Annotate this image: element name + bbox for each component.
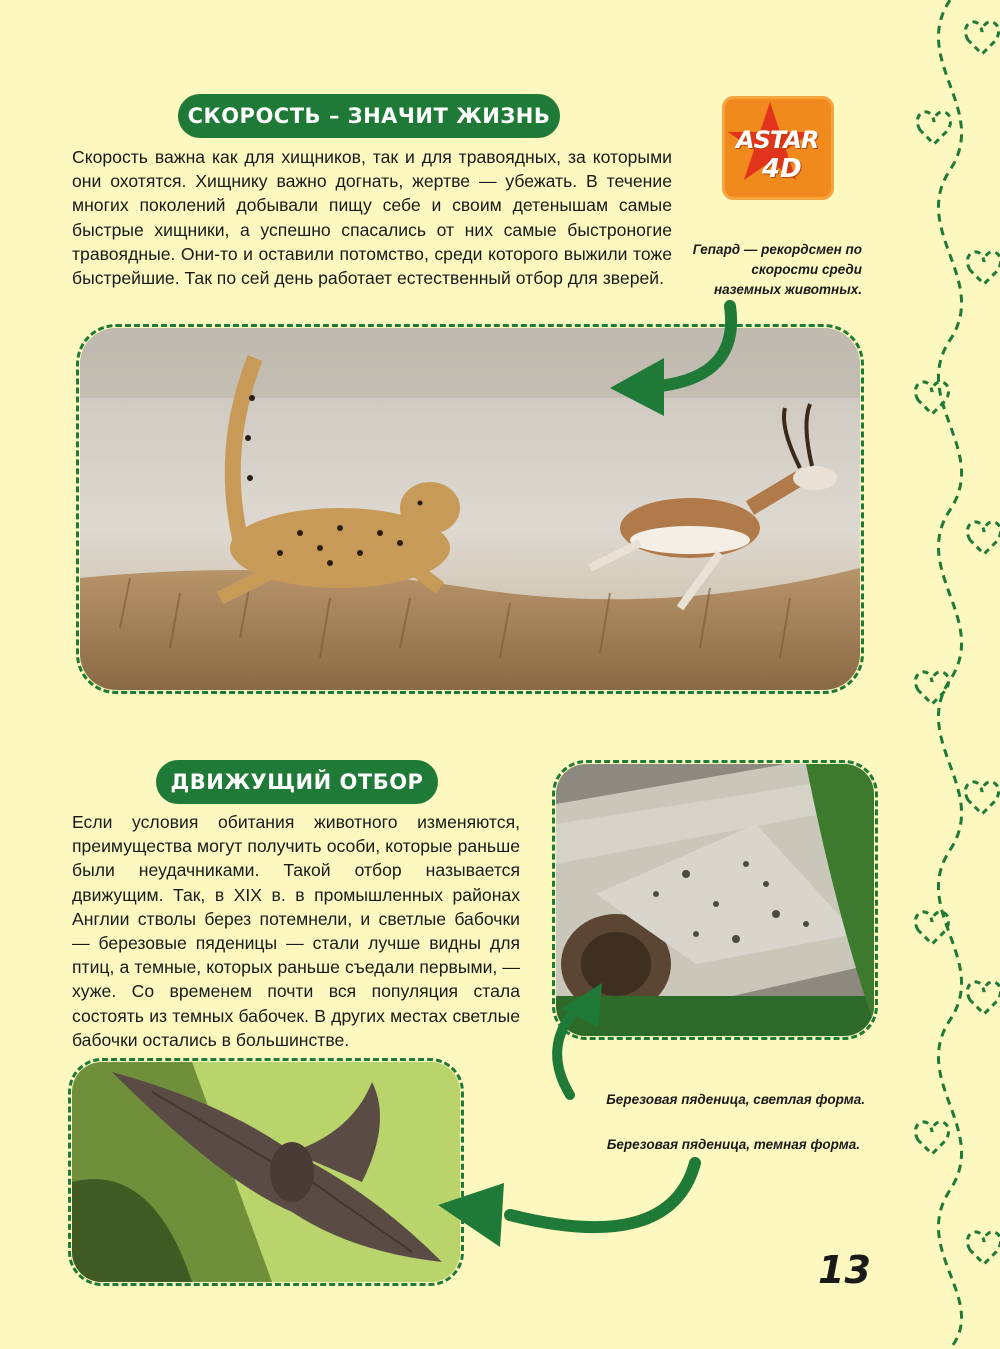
logo-text-astar: ASTAR xyxy=(736,126,819,154)
section-heading-directional xyxy=(156,760,438,804)
speed-paragraph: Скорость важна как для хищников, так и для травоядных, за которыми они охотятся. Хищнику важно догнать, жертве — убежать. В течение многих поколений добывали пищу себе и своим детенышам самые быстрые хищники, а успешно спасались от них самые быстроногие травоядные. Они-то и оставили потомство, среди которого выжили тоже быстрейшие. Так по сей день работает естественный отбор для зверей. xyxy=(72,147,672,289)
curved-arrow-icon xyxy=(430,1155,710,1265)
curved-arrow-icon xyxy=(600,296,750,436)
page-number: 13 xyxy=(818,1248,871,1292)
astar-4d-logo xyxy=(722,96,834,200)
section-heading-directional-text: ДВИЖУЩИЙ ОТБОР xyxy=(170,770,424,794)
dark-moth-photo xyxy=(72,1062,460,1282)
curved-arrow-icon xyxy=(540,975,620,1105)
section-heading-speed-text: СКОРОСТЬ – ЗНАЧИТ ЖИЗНЬ xyxy=(187,104,551,128)
directional-paragraph: Если условия обитания животного изменяются, преимущества могут получить особи, которые раньше были неудачниками. Такой отбор называется движущим. Так, в XIX в. в промышленных районах Англии стволы берез потемнели, и светлые бабочки — березовые пяденицы — стали лучше видны для птиц, а темные, которых раньше съедали первыми, — хуже. Со временем почти вся популяция стала состоять из темных бабочек. В других местах светлые бабочки остались в большинстве. xyxy=(72,812,520,1050)
light-moth-caption: Березовая пяденица, светлая форма. xyxy=(606,1092,865,1107)
dark-moth-caption: Березовая пяденица, темная форма. xyxy=(606,1137,860,1152)
section-heading-speed xyxy=(178,94,560,138)
cheetah-caption: Гепард — рекордсмен по скорости среди наземных животных. xyxy=(692,242,862,297)
logo-text-4d: 4D xyxy=(762,154,802,184)
vine-decoration xyxy=(890,0,1000,1349)
